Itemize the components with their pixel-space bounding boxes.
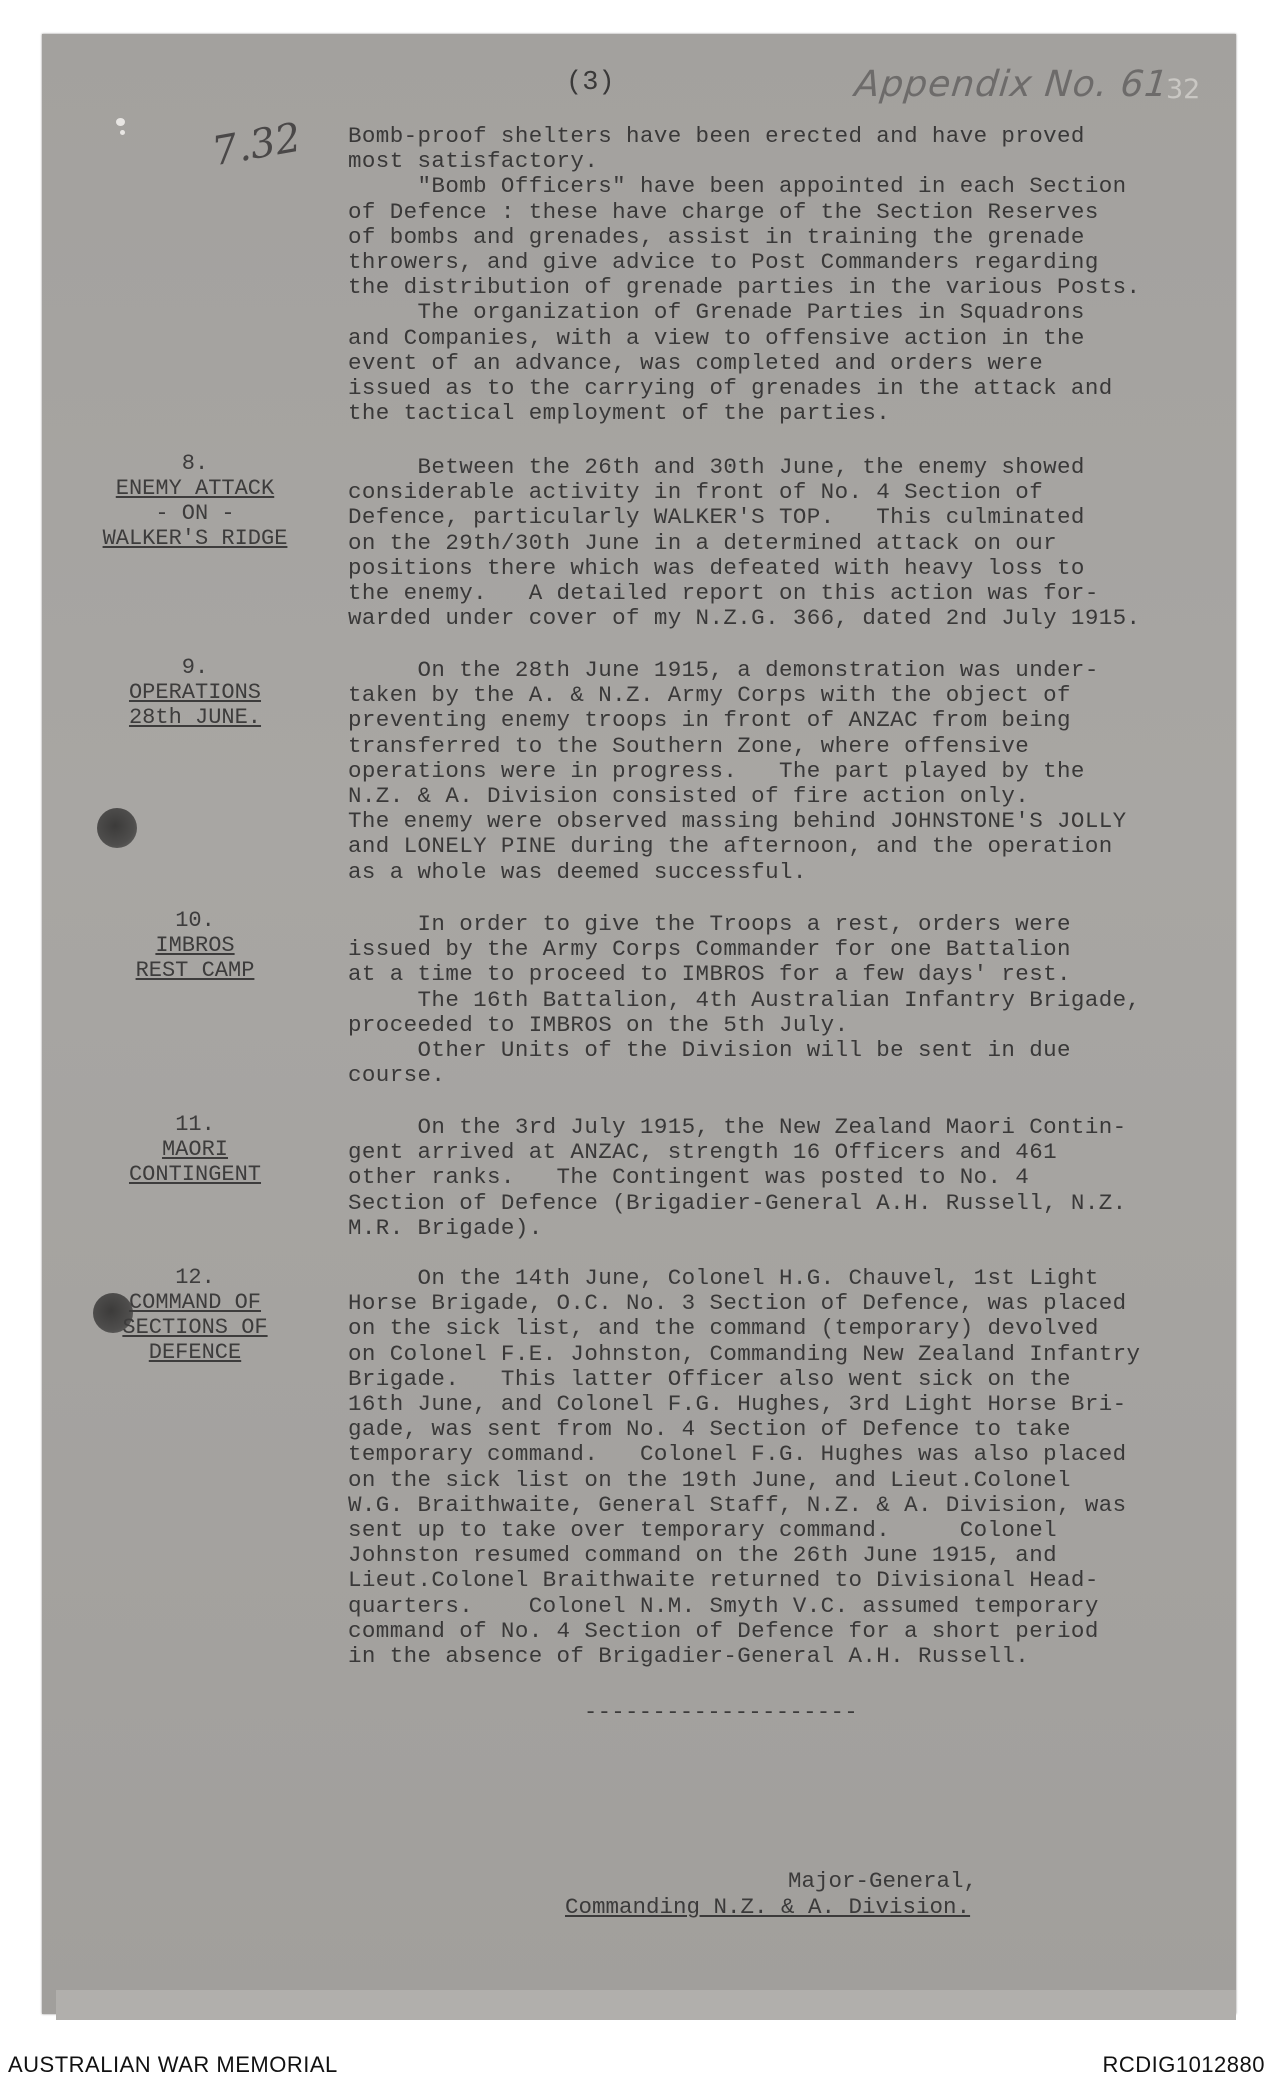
paper-speck <box>116 118 125 126</box>
paragraph-number: 10. <box>175 908 215 933</box>
paragraph-12: On the 14th June, Colonel H.G. Chauvel, 1st Light Horse Brigade, O.C. No. 3 Section of Defence, was placed on the sick list, and the command (temporary) devolved on Colonel F.E. Johnston, Commanding New Zealand Infantry Brigade. This latter Officer also went sick on the 16th June, and Colonel F.G. Hughes, 3rd Light Horse Bri- gade, was sent from No. 4 Section of Defence to take temporary command. Colonel F.G. Hughes was also placed on the sick list on the 19th June, and Lieut.Colonel W.G. Braithwaite, General Staff, N.Z. & A. Division, was sent up to take over temporary command. Colonel Johnston resumed command on the 26th June 1915, and Lieut.Colonel Braithwaite returned to Divisional Head- quarters. Colonel N.M. Smyth V.C. assumed temporary command of No. 4 Section of Defence for a short period in the absence of Brigadier-General A.H. Russell. <box>348 1265 1141 1670</box>
side-heading-10 <box>80 908 310 983</box>
side-heading-12 <box>80 1265 310 1365</box>
paragraph-9: On the 28th June 1915, a demonstration was under- taken by the A. & N.Z. Army Corps with the object of preventing enemy troops in front of ANZAC from being transferred to the Southern Zone, where offensive operations were in progress. The part played by the N.Z. & A. Division consisted of fire action only. The enemy were observed massing behind JOHNSTONE'S JOLLY and LONELY PINE during the afternoon, and the operation as a whole was deemed successful. <box>348 657 1127 885</box>
side-heading-line: OPERATIONS <box>128 680 262 705</box>
side-heading-line: WALKER'S RIDGE <box>102 526 288 551</box>
footer-institution: AUSTRALIAN WAR MEMORIAL <box>8 2052 338 2077</box>
footer-record-id: RCDIG1012880 <box>1102 2052 1265 2077</box>
paragraph-intro: Bomb-proof shelters have been erected and have proved most satisfactory. "Bomb Officers" have been appointed in each Section of Defence : these have charge of the Section Reserves of bombs and grenades, assist in training the grenade throwers, and give advice to Post Commanders regarding the distribution of grenade parties in the various Posts. The organization of Grenade Parties in Squadrons and Companies, with a view to offensive action in the event of an advance, was completed and orders were issued as to the carrying of grenades in the attack and the tactical employment of the parties. <box>348 123 1141 427</box>
paper-speck <box>120 130 125 135</box>
signature-command: Commanding N.Z. & A. Division. <box>565 1894 971 1920</box>
page-lower-edge <box>56 1990 1236 2020</box>
appendix-label: Appendix No. 61 <box>852 64 1171 105</box>
punch-hole <box>97 808 137 848</box>
paragraph-10: In order to give the Troops a rest, orders were issued by the Army Corps Commander for one Battalion at a time to proceed to IMBROS for a few days' rest. The 16th Battalion, 4th Australian Infantry Brigade, proceeded to IMBROS on the 5th July. Other Units of the Division will be sent in due course. <box>348 911 1141 1089</box>
separator-line: -------------------- <box>584 1700 859 1725</box>
side-heading-line: CONTINGENT <box>128 1162 262 1187</box>
folio-number: 32 <box>1166 74 1201 105</box>
side-heading-line: 28th JUNE. <box>128 705 262 730</box>
side-heading-line: IMBROS <box>155 933 235 958</box>
side-heading-8 <box>80 451 310 551</box>
handwritten-margin-note: 7.32 <box>208 114 305 176</box>
paragraph-number: 12. <box>175 1265 215 1290</box>
side-heading-line: MAORI <box>161 1137 228 1162</box>
side-heading-9 <box>80 655 310 730</box>
side-heading-line: REST CAMP <box>135 958 255 983</box>
side-heading-line: COMMAND OF <box>128 1290 262 1315</box>
paragraph-number: 11. <box>175 1112 215 1137</box>
side-heading-line: ENEMY ATTACK <box>115 476 275 501</box>
page-number: (3) <box>566 68 615 98</box>
side-heading-line: - ON - <box>155 501 235 526</box>
side-heading-line: SECTIONS OF <box>122 1315 268 1340</box>
paragraph-number: 9. <box>181 655 209 680</box>
side-heading-line: DEFENCE <box>148 1340 242 1365</box>
side-heading-11 <box>80 1112 310 1187</box>
paragraph-11: On the 3rd July 1915, the New Zealand Maori Contin- gent arrived at ANZAC, strength 16 Officers and 461 other ranks. The Contingent was posted to No. 4 Section of Defence (Brigadier-General A.H. Russell, N.Z. M.R. Brigade). <box>348 1114 1127 1241</box>
paragraph-8: Between the 26th and 30th June, the enemy showed considerable activity in front of No. 4 Section of Defence, particularly WALKER'S TOP. This culminated on the 29th/30th June in a determined attack on our positions there which was defeated with heavy loss to the enemy. A detailed report on this action was for- warded under cover of my N.Z.G. 366, dated 2nd July 1915. <box>348 454 1141 632</box>
signature-rank: Major-General, <box>788 1868 978 1894</box>
paragraph-number: 8. <box>181 451 209 476</box>
